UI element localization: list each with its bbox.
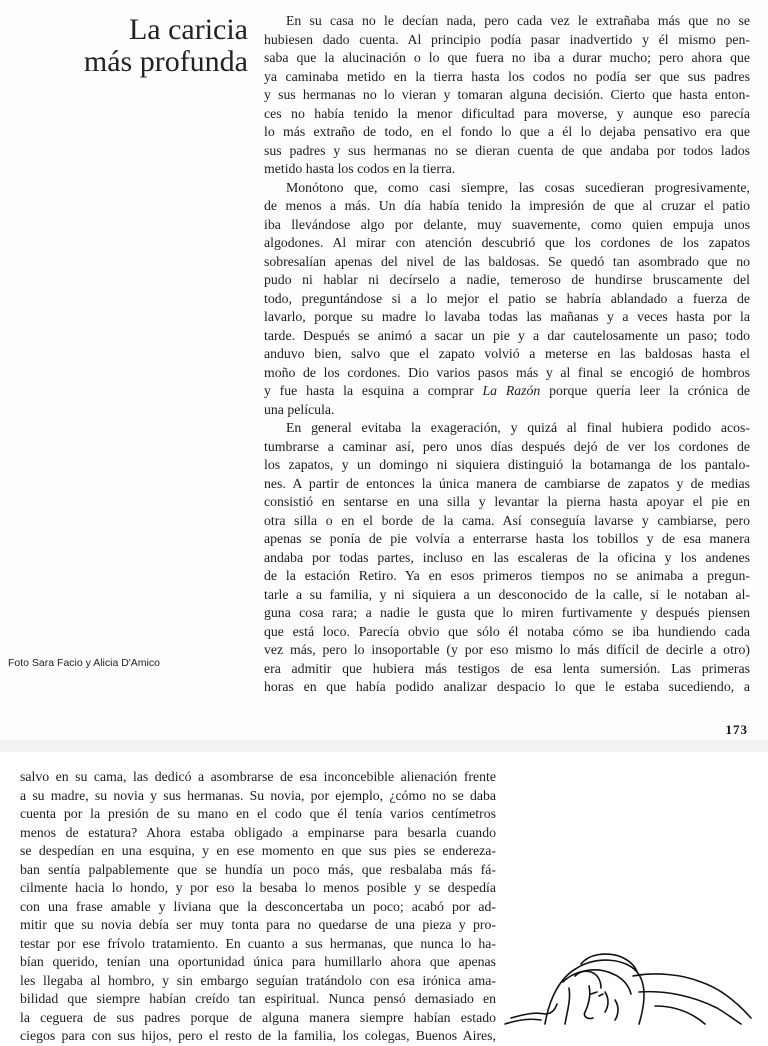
- text-line: tumbrarse a caminar así, pero unos días después dejó de ver los cordones de: [264, 438, 750, 454]
- text-line: algodones. Al mirar con atención descubrió que los cordones de los zapatos: [264, 235, 750, 250]
- text-line: nes. A partir de entonces la única manera de cambiarse de zapatos y de medias: [264, 475, 750, 491]
- text-line: ya caminaba metido en la tierra hasta los codos no podía ser que sus padres: [264, 68, 750, 84]
- text-line: moño de los cordones. Dio varios pasos más y al final se encogió de hombros: [264, 364, 750, 380]
- body-text-column-continued: [20, 768, 496, 1046]
- page-separator: [0, 740, 768, 752]
- text-line: consistió en sentarse en una silla y levantar la pierna hasta apoyar el pie en: [264, 494, 750, 509]
- text-line: sus padres y sus hermanas no se dieran cuenta de que andaba por todos lados: [264, 142, 750, 158]
- text-line: sobresalían apenas del nivel de las baldosas. Se quedó tan asombrado que no: [264, 253, 750, 269]
- text-line: los zapatos, y un domingo ni siquiera distinguió la botamanga de los pantalo-: [264, 457, 750, 472]
- text-line: saba que la alucinación o lo que fuera no iba a durar mucho; pero ahora que: [264, 50, 750, 65]
- text-line: bilidad que siempre habían creído tan espiritual. Nunca pensó demasiado en: [20, 991, 496, 1006]
- text-line: Monótono que, como casi siempre, las cosas sucedieran progresivamente,: [286, 179, 750, 195]
- text-line: testar por ese frívolo tratamiento. En cuanto a sus hermanas, que nunca lo ha-: [20, 935, 496, 951]
- text-line: guna cosa rara; a nadie le gusta que lo miren furtivamente y después piensen: [264, 605, 750, 620]
- text-line: con una frase amable y liviana que la desconcertaba un poco; acabó por ad-: [20, 898, 496, 914]
- text-line: cilmente hacia lo hondo, y por eso la besaba lo menos posible y se despedía: [20, 880, 496, 895]
- text-line: horas en que había podido analizar despacio lo que le estaba sucediendo, a: [264, 679, 750, 694]
- text-line: apenas se ponía de pie volvía a enterrarse hasta los tobillos y de esa manera: [264, 531, 750, 546]
- photo-credit: Foto Sara Facio y Alicia D'Amico: [8, 657, 160, 669]
- text-line: lavarlo, porque su madre lo lavaba todas las mañanas y a veces hasta por la: [264, 309, 750, 324]
- text-line: tarde. Después se animó a sacar un pie y a dar cautelosamente un paso; todo: [264, 327, 750, 343]
- text-line: a su madre, su novia y sus hermanas. Su novia, por ejemplo, ¿cómo no se daba: [20, 787, 496, 803]
- sketch-drawing: [505, 948, 755, 1024]
- text-line: anduvo bien, salvo que el zapato volvió a meterse en las baldosas hasta el: [264, 346, 750, 361]
- text-line: de la estación Retiro. Ya en esos primeros tiempos no se animaba a pregun-: [264, 568, 750, 583]
- text-line: pudo ni hablar ni decírselo a nadie, temeroso de hundirse bruscamente del: [264, 272, 750, 287]
- illustration-sketch: [505, 948, 755, 1024]
- text-line: ciegos para con sus hijos, pero el resto de la familia, los colegas, Buenos Aires,: [20, 1028, 496, 1043]
- text-line: En su casa no le decían nada, pero cada vez le extrañaba más que no se: [286, 13, 750, 28]
- text-line: En general evitaba la exageración, y quizá al final hubiera podido acos-: [286, 420, 750, 435]
- text-line: la ceguera de sus padres porque de alguna manera siempre habían estado: [20, 1009, 496, 1025]
- text-line: otra silla o en el borde de la cama. Así conseguía lavarse y cambiarse, pero: [264, 512, 750, 528]
- text-line: ban sentía palpablemente que se hundía un poco más, que resbalaba más fá-: [20, 861, 496, 877]
- text-line: mitir que su novia debía ser muy tonta para no quedarse de una pieza y pro-: [20, 917, 496, 932]
- text-line: cuenta por la presión de su mano en el codo que él tenía varios centímetros: [20, 806, 496, 821]
- text-line: iba llevándose algo por delante, muy suavemente, como quien empuja unos: [264, 216, 750, 232]
- story-title-line-1: La caricia: [128, 13, 248, 46]
- text-line: ces no había tenido la menor dificultad para moverse, y aunque eso parecía: [264, 105, 750, 121]
- story-title-line-2: más profunda: [83, 45, 248, 78]
- text-line: andaba por todas partes, incluso en las escaleras de la oficina y los andenes: [264, 549, 750, 565]
- text-line: hubiesen dado cuenta. Al principio podía pasar inadvertido y él mismo pen-: [264, 31, 750, 47]
- text-line: que está loco. Parecía obvio que sólo él notaba cómo se iba hundiendo cada: [264, 623, 750, 639]
- text-line: salvo en su cama, las dedicó a asombrarse de esa inconcebible alienación frente: [20, 769, 496, 784]
- text-line: era admitir que hubiera más testigos de esa lenta sumersión. Las primeras: [264, 660, 750, 676]
- page-number: 173: [725, 722, 748, 737]
- text-line: se despedían en una esquina, y en ese momento en que sus pies se endereza-: [20, 843, 496, 858]
- text-line: metido hasta los codos en la tierra.: [264, 161, 456, 176]
- body-text-column: [264, 12, 750, 697]
- story-title: [40, 14, 248, 78]
- text-line: y fue hasta la esquina a comprar La Razón porque quería leer la crónica de: [264, 383, 751, 398]
- text-line: lo más extraño de todo, en el fondo lo que a él lo dejaba pensativo era que: [264, 124, 750, 139]
- newspaper-title: La Razón: [482, 383, 541, 398]
- text-line: y sus hermanas no lo vieran y tomaran alguna decisión. Cierto que hasta enton-: [264, 87, 750, 102]
- text-line: vez más, pero lo insoportable (y por eso mismo lo más difícil de decirle a otro): [264, 642, 750, 657]
- text-line: todo, preguntándose si a lo mejor el patio se habría ablandado a fuerza de: [264, 290, 750, 306]
- text-line: tarle a su familia, y ni siquiera a un desconocido de la calle, si le notaban al-: [264, 586, 750, 602]
- text-line: una película.: [264, 401, 335, 417]
- text-line: bían querido, tenían una oportunidad única para humillarlo ahora que apenas: [20, 954, 496, 969]
- text-line: les llegaba al hombro, y sin embargo seguían tratándolo con esa irónica ama-: [20, 972, 496, 988]
- text-line: de menos a más. Un día había tenido la impresión de que al cruzar el patio: [264, 198, 750, 213]
- text-line: menos de estatura? Ahora estaba obligado a empinarse para besarla cuando: [20, 824, 496, 840]
